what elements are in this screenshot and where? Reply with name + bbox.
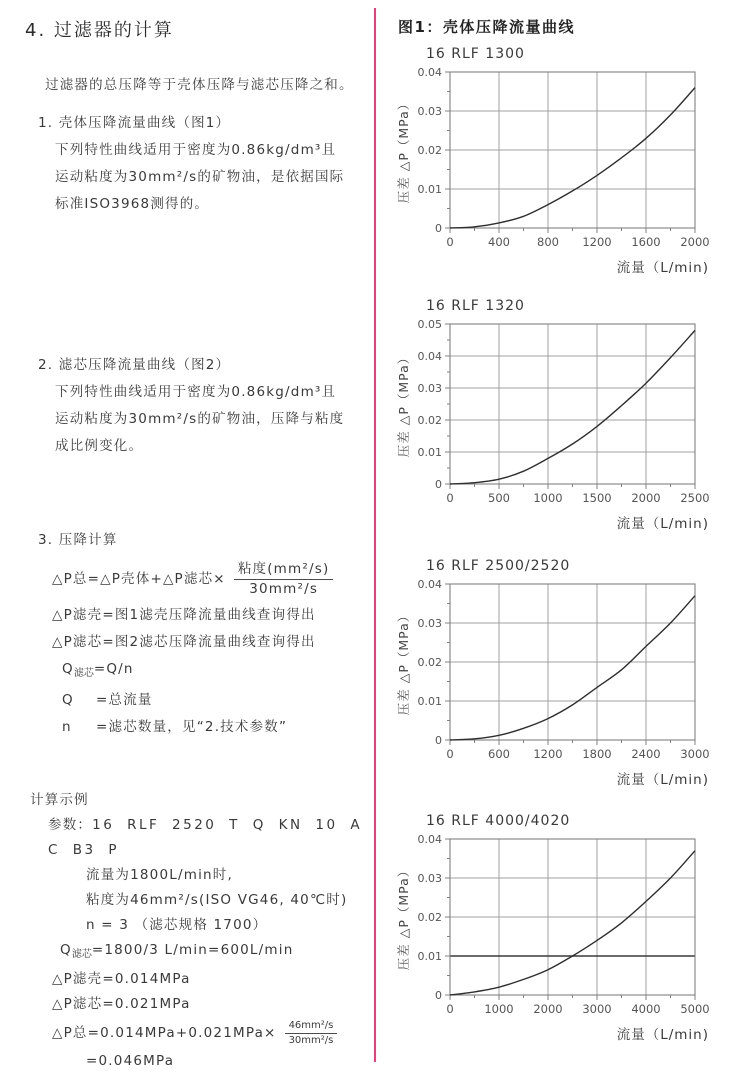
- param-label: 参数：: [48, 817, 93, 833]
- chart-16-rlf-1300: [392, 46, 742, 284]
- chart-title: 16 RLF 1300: [426, 46, 525, 62]
- x-tick-label: 2500: [680, 491, 710, 505]
- text-line: 标准ISO3968测得的。: [55, 196, 210, 212]
- chart-canvas: [392, 314, 742, 540]
- text-line: 下列特性曲线适用于密度为0.86kg/dm³且: [55, 142, 337, 158]
- y-axis-label: 压差 △P（MPa）: [396, 608, 411, 716]
- y-axis-label: 压差 △P（MPa）: [396, 863, 411, 971]
- fraction-numerator: 46mm²/s: [285, 1019, 338, 1034]
- text-line: 运动粘度为30mm²/s的矿物油，是依据国际: [55, 169, 345, 185]
- dp-total-lhs: △P总=0.014MPa+0.021MPa×: [52, 1024, 277, 1041]
- x-tick-label: 0: [446, 235, 454, 249]
- y-tick-label: 0.02: [417, 656, 442, 669]
- definition-q: [38, 687, 378, 714]
- definition-term: Q: [62, 692, 74, 709]
- x-tick-label: 1800: [582, 747, 612, 761]
- chart-canvas: [392, 829, 742, 1051]
- chart-svg: [392, 574, 727, 792]
- dp-total-fraction: [285, 1019, 338, 1047]
- definition-desc: =总流量: [96, 692, 153, 709]
- dp-element-line: △P滤芯=0.021MPa: [52, 996, 191, 1012]
- y-tick-label: 0.04: [417, 578, 442, 591]
- x-tick-label: 4000: [631, 1002, 661, 1016]
- y-tick-label: 0: [435, 222, 442, 235]
- plot-frame: [450, 324, 695, 484]
- chart-svg: [392, 314, 727, 536]
- chart-title: 16 RLF 1320: [426, 298, 525, 314]
- y-tick-label: 0.03: [417, 382, 442, 395]
- x-axis-label: 流量（L/min): [616, 260, 709, 276]
- section-2-body: [38, 379, 378, 460]
- x-tick-label: 2000: [533, 1002, 563, 1016]
- section-1-body: [38, 137, 378, 218]
- q-symbol: Q: [60, 942, 72, 958]
- chart-svg: [392, 829, 727, 1047]
- y-tick-label: 0.04: [417, 833, 442, 846]
- x-axis-label: 流量（L/min): [616, 772, 709, 788]
- q-calculation-line: [30, 938, 375, 967]
- x-tick-label: 0: [446, 491, 454, 505]
- text-line: 粘度为46mm²/s(ISO VG46, 40℃时): [86, 892, 348, 908]
- text-line: 流量为1800L/min时,: [86, 867, 233, 883]
- page-title: 4. 过滤器的计算: [25, 20, 174, 41]
- section-3-title: 3. 压降计算: [38, 532, 118, 548]
- y-tick-label: 0: [435, 734, 442, 747]
- x-tick-label: 600: [488, 747, 510, 761]
- pressure-drop-formula: [38, 560, 378, 598]
- section-1-title: 1. 壳体压降流量曲线（图1）: [38, 115, 231, 131]
- y-axis-label: 压差 △P（MPa）: [396, 350, 411, 458]
- y-tick-label: 0.01: [417, 183, 442, 196]
- fraction-denominator: 30mm²/s: [288, 1035, 334, 1046]
- y-tick-label: 0.02: [417, 144, 442, 157]
- dp-total-line: [30, 1017, 375, 1049]
- param-value: 16 RLF 2520 T Q KN 10 A C B3 P: [48, 817, 363, 858]
- curve-line: [450, 596, 695, 740]
- chart-16-rlf-2500-2520: [392, 558, 742, 796]
- y-tick-label: 0.02: [417, 911, 442, 924]
- section-1: [38, 110, 378, 218]
- q-element-line: [38, 656, 378, 687]
- chart-16-rlf-4000-4020: [392, 813, 742, 1051]
- x-tick-label: 3000: [680, 747, 710, 761]
- y-tick-label: 0: [435, 478, 442, 491]
- y-tick-label: 0.03: [417, 617, 442, 630]
- x-tick-label: 1600: [631, 235, 661, 249]
- y-tick-label: 0.03: [417, 105, 442, 118]
- dp-shell-line: △P滤壳=0.014MPa: [52, 971, 191, 987]
- fraction-denominator: 30mm²/s: [249, 581, 319, 598]
- x-tick-label: 0: [446, 747, 454, 761]
- q-expression: =1800/3 L/min=600L/min: [91, 942, 294, 958]
- x-axis-label: 流量（L/min): [616, 1027, 709, 1043]
- definition-term: n: [62, 719, 72, 736]
- q-subscript: 滤芯: [73, 668, 94, 680]
- x-tick-label: 2400: [631, 747, 661, 761]
- x-tick-label: 1000: [484, 1002, 514, 1016]
- x-tick-label: 500: [488, 491, 510, 505]
- y-tick-label: 0.01: [417, 950, 442, 963]
- q-symbol: Q: [62, 661, 74, 678]
- x-tick-label: 1200: [533, 747, 563, 761]
- example-parameters: [30, 813, 375, 863]
- result-line: =0.046MPa: [86, 1053, 175, 1069]
- fraction-numerator: 粘度(mm²/s): [234, 560, 334, 580]
- text-line: 成比例变化。: [55, 438, 144, 454]
- section-2-title: 2. 滤芯压降流量曲线（图2）: [38, 357, 231, 373]
- x-axis-label: 流量（L/min): [616, 516, 709, 532]
- chart-canvas: [392, 62, 742, 284]
- x-tick-label: 2000: [680, 235, 710, 249]
- y-tick-label: 0.05: [417, 318, 442, 331]
- section-3: [38, 527, 378, 741]
- x-tick-label: 2000: [631, 491, 661, 505]
- x-tick-label: 5000: [680, 1002, 710, 1016]
- example-title: 计算示例: [30, 792, 89, 808]
- text-line: 运动粘度为30mm²/s的矿物油，压降与粘度: [55, 411, 345, 427]
- x-tick-label: 800: [537, 235, 559, 249]
- formula-fraction: [234, 560, 334, 598]
- chart-title: 16 RLF 2500/2520: [426, 558, 571, 574]
- y-tick-label: 0.02: [417, 414, 442, 427]
- x-tick-label: 1000: [533, 491, 563, 505]
- curve-line: [450, 330, 695, 484]
- y-axis-label: 压差 △P（MPa）: [396, 96, 411, 204]
- column-divider-line: [374, 8, 376, 1062]
- q-expression: =Q/n: [93, 661, 134, 678]
- intro-paragraph: 过滤器的总压降等于壳体压降与滤芯压降之和。: [45, 77, 354, 93]
- text-line: n = 3 （滤芯规格 1700）: [86, 917, 268, 933]
- chart-svg: [392, 62, 727, 280]
- definition-n: [38, 714, 378, 741]
- text-line: 下列特性曲线适用于密度为0.86kg/dm³且: [55, 384, 337, 400]
- y-tick-label: 0.01: [417, 695, 442, 708]
- definition-desc: =滤芯数量，见“2.技术参数”: [96, 719, 288, 736]
- formula-lhs: △P总=△P壳体+△P滤芯×: [52, 570, 226, 587]
- x-tick-label: 400: [488, 235, 510, 249]
- y-tick-label: 0: [435, 989, 442, 1002]
- section-2: [38, 352, 378, 460]
- curve-line: [450, 88, 695, 228]
- x-tick-label: 3000: [582, 1002, 612, 1016]
- chart-16-rlf-1320: [392, 298, 742, 540]
- y-tick-label: 0.01: [417, 446, 442, 459]
- y-tick-label: 0.03: [417, 872, 442, 885]
- y-tick-label: 0.04: [417, 350, 442, 363]
- text-line: △P滤芯=图2滤芯压降流量曲线查询得出: [52, 634, 316, 651]
- x-tick-label: 1500: [582, 491, 612, 505]
- x-tick-label: 0: [446, 1002, 454, 1016]
- q-subscript: 滤芯: [71, 949, 92, 960]
- figure-1-header: 图1：壳体压降流量曲线: [398, 18, 575, 36]
- chart-canvas: [392, 574, 742, 796]
- x-tick-label: 1200: [582, 235, 612, 249]
- chart-title: 16 RLF 4000/4020: [426, 813, 571, 829]
- text-line: △P滤壳=图1滤壳压降流量曲线查询得出: [52, 607, 316, 624]
- curve-line: [450, 851, 695, 995]
- calculation-example: [30, 788, 375, 1074]
- y-tick-label: 0.04: [417, 66, 442, 79]
